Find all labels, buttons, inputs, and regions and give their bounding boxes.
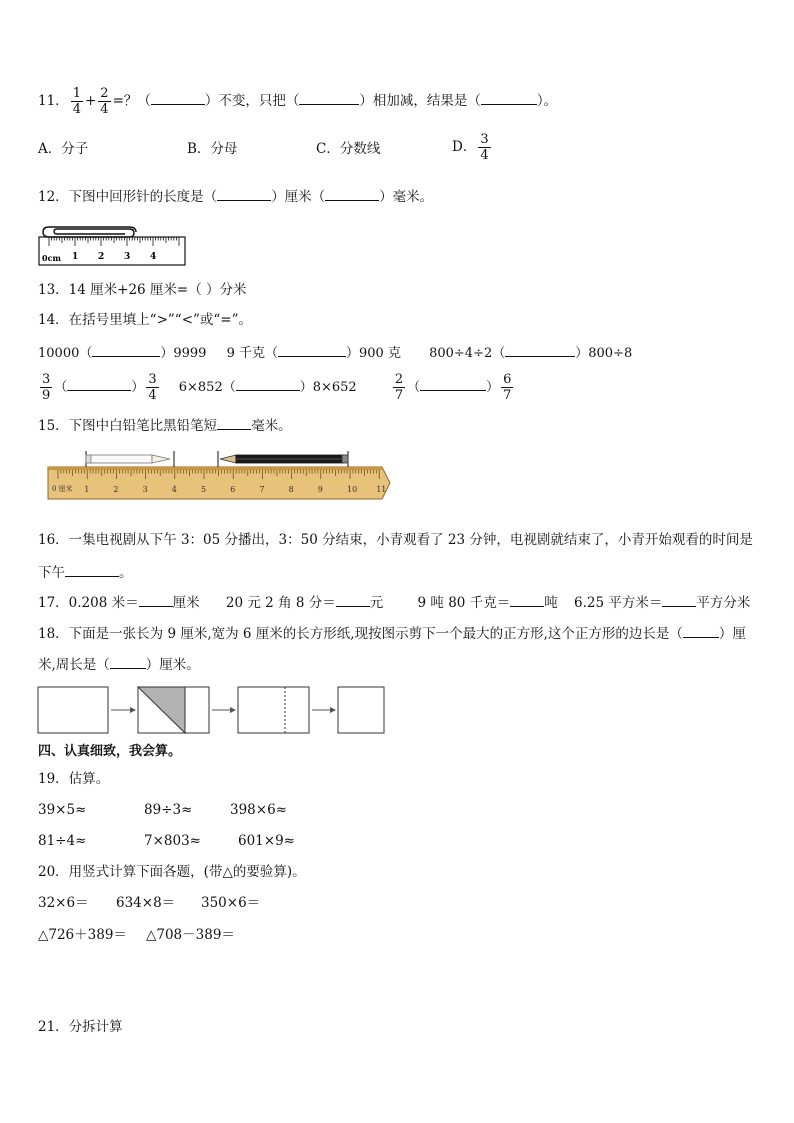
q20-item: 32×6＝ (38, 895, 89, 911)
q19-item: 81÷4≈ (38, 833, 87, 849)
white-pencil-icon (86, 455, 170, 463)
answer-blank[interactable] (65, 563, 119, 577)
q11-line: 11． $\frac{1}{4}$ + $\frac{2}{4}$ =？（ ）不变，只把（ ）相加减，结果是（ ）。 (38, 86, 558, 117)
q11-option-c[interactable]: C．分数线 (316, 141, 381, 157)
q19-item: 601×9≈ (238, 833, 295, 849)
answer-blank[interactable] (420, 377, 486, 391)
fraction-1-4: $\frac{1}{4}$ (72, 86, 81, 117)
answer-blank[interactable] (662, 593, 696, 607)
q19-item: 39×5≈ (38, 802, 87, 818)
fraction-6-7: $\frac{6}{7}$ (503, 372, 512, 403)
ruler-tick-label: 3 (124, 252, 131, 262)
answer-blank[interactable] (92, 343, 160, 357)
pencil-ruler-figure (44, 449, 394, 505)
ruler-tick-label: 6 (230, 485, 236, 494)
ruler-tick-label: 1 (72, 252, 79, 262)
answer-blank[interactable] (151, 91, 205, 105)
ruler-tick-label: 10 (347, 485, 358, 494)
ruler-tick-label: 5 (201, 485, 207, 494)
q18-line2: 米,周长是（ ）厘米。 (38, 657, 200, 673)
fraction-3-4: $\frac{3}{4}$ (480, 132, 489, 163)
paperclip-ruler-figure (37, 217, 187, 267)
answer-blank[interactable] (505, 343, 575, 357)
q20-item: △708－389＝ (146, 927, 235, 943)
ruler-tick-label: 4 (171, 485, 177, 494)
ruler-tick-label: 2 (98, 252, 105, 262)
q20-item: 634×8＝ (116, 895, 176, 911)
q12-line: 12．下图中回形针的长度是（ ）厘米（ ）毫米。 (38, 189, 434, 205)
q20-item: △726＋389＝ (38, 927, 127, 943)
paperclip-icon (43, 227, 134, 237)
answer-blank[interactable] (139, 593, 173, 607)
fraction-2-4: $\frac{2}{4}$ (100, 86, 109, 117)
q14-row2: $\frac{3}{9}$ （ ） $\frac{3}{4}$ 6×852（ ）8×652 $\frac{2}{7}$ （ ） $\frac{6}{7}$ (42, 372, 512, 403)
q11-number: 11． (38, 93, 69, 109)
q13-line: 13．14 厘米+26 厘米=（ ）分米 (38, 282, 247, 298)
fraction-3-9: $\frac{3}{9}$ (42, 372, 51, 403)
answer-blank[interactable] (67, 377, 131, 391)
answer-blank[interactable] (510, 593, 544, 607)
q20-item: 350×6＝ (201, 895, 261, 911)
q14-row1: 10000（ ）9999 9 千克（ ）900 克 800÷4÷2（ ）800÷8 (38, 343, 632, 363)
rectangle-paper (38, 687, 108, 733)
q19-item: 7×803≈ (144, 833, 201, 849)
q11-option-b[interactable]: B．分母 (187, 141, 238, 157)
q21-title: 21．分拆计算 (38, 1019, 123, 1035)
ruler-tick-label: 2 (113, 485, 119, 494)
ruler-unit-label: 0cm (42, 253, 61, 263)
q17-line: 17．0.208 米＝ 厘米 20 元 2 角 8 分＝ 元 9 吨 80 千克＝ 吨 6.25 平方米＝ 平方分米 (38, 595, 751, 611)
ruler-tick-label: 11 (376, 485, 387, 494)
answer-blank[interactable] (325, 187, 379, 201)
q16-line1: 16．一集电视剧从下午 3：05 分播出，3：50 分结束，小青观看了 23 分钟，电视剧就结束了，小青开始观看的时间是 (38, 532, 753, 548)
q19-item: 89÷3≈ (144, 802, 193, 818)
q14-title: 14．在括号里填上“>”“<”或“=”。 (38, 312, 253, 328)
result-square (338, 687, 384, 733)
answer-blank[interactable] (236, 377, 300, 391)
answer-blank[interactable] (110, 655, 146, 669)
ruler-tick-label: 7 (259, 485, 265, 494)
answer-blank[interactable] (481, 91, 537, 105)
answer-blank[interactable] (336, 593, 370, 607)
q11-option-d[interactable]: D． $\frac{3}{4}$ (452, 132, 489, 163)
unfolded-paper (238, 687, 309, 733)
fraction-3-4: $\frac{3}{4}$ (148, 372, 157, 403)
q19-item: 398×6≈ (230, 802, 287, 818)
answer-blank[interactable] (299, 91, 359, 105)
q16-line2: 下午 。 (38, 565, 133, 581)
ruler-unit-label: 0 厘米 (52, 485, 73, 493)
q11-option-a[interactable]: A．分子 (38, 141, 89, 157)
ruler-tick-label: 8 (288, 485, 294, 494)
q18-line1: 18．下面是一张长为 9 厘米,宽为 6 厘米的长方形纸,现按图示剪下一个最大的正方形,这个正方形的边长是（ ）厘 (38, 626, 746, 642)
ruler-tick-label: 3 (142, 485, 148, 494)
answer-blank[interactable] (278, 343, 346, 357)
q20-title: 20．用竖式计算下面各题，(带△的要验算)。 (38, 864, 306, 880)
q19-title: 19．估算。 (38, 771, 110, 787)
fraction-2-7: $\frac{2}{7}$ (394, 372, 404, 403)
ruler-tick-label: 4 (150, 252, 157, 262)
black-pencil-icon (220, 455, 348, 463)
answer-blank[interactable] (683, 624, 719, 638)
wooden-ruler (48, 467, 390, 499)
ruler-tick-label: 9 (317, 485, 323, 494)
ruler-tick-label: 1 (84, 485, 90, 494)
answer-blank[interactable] (217, 416, 251, 430)
section-4-title: 四、认真细致，我会算。 (38, 744, 182, 759)
q15-line: 15．下图中白铅笔比黑铅笔短 毫米。 (38, 418, 292, 434)
answer-blank[interactable] (217, 187, 271, 201)
cut-square-figure (37, 686, 397, 736)
